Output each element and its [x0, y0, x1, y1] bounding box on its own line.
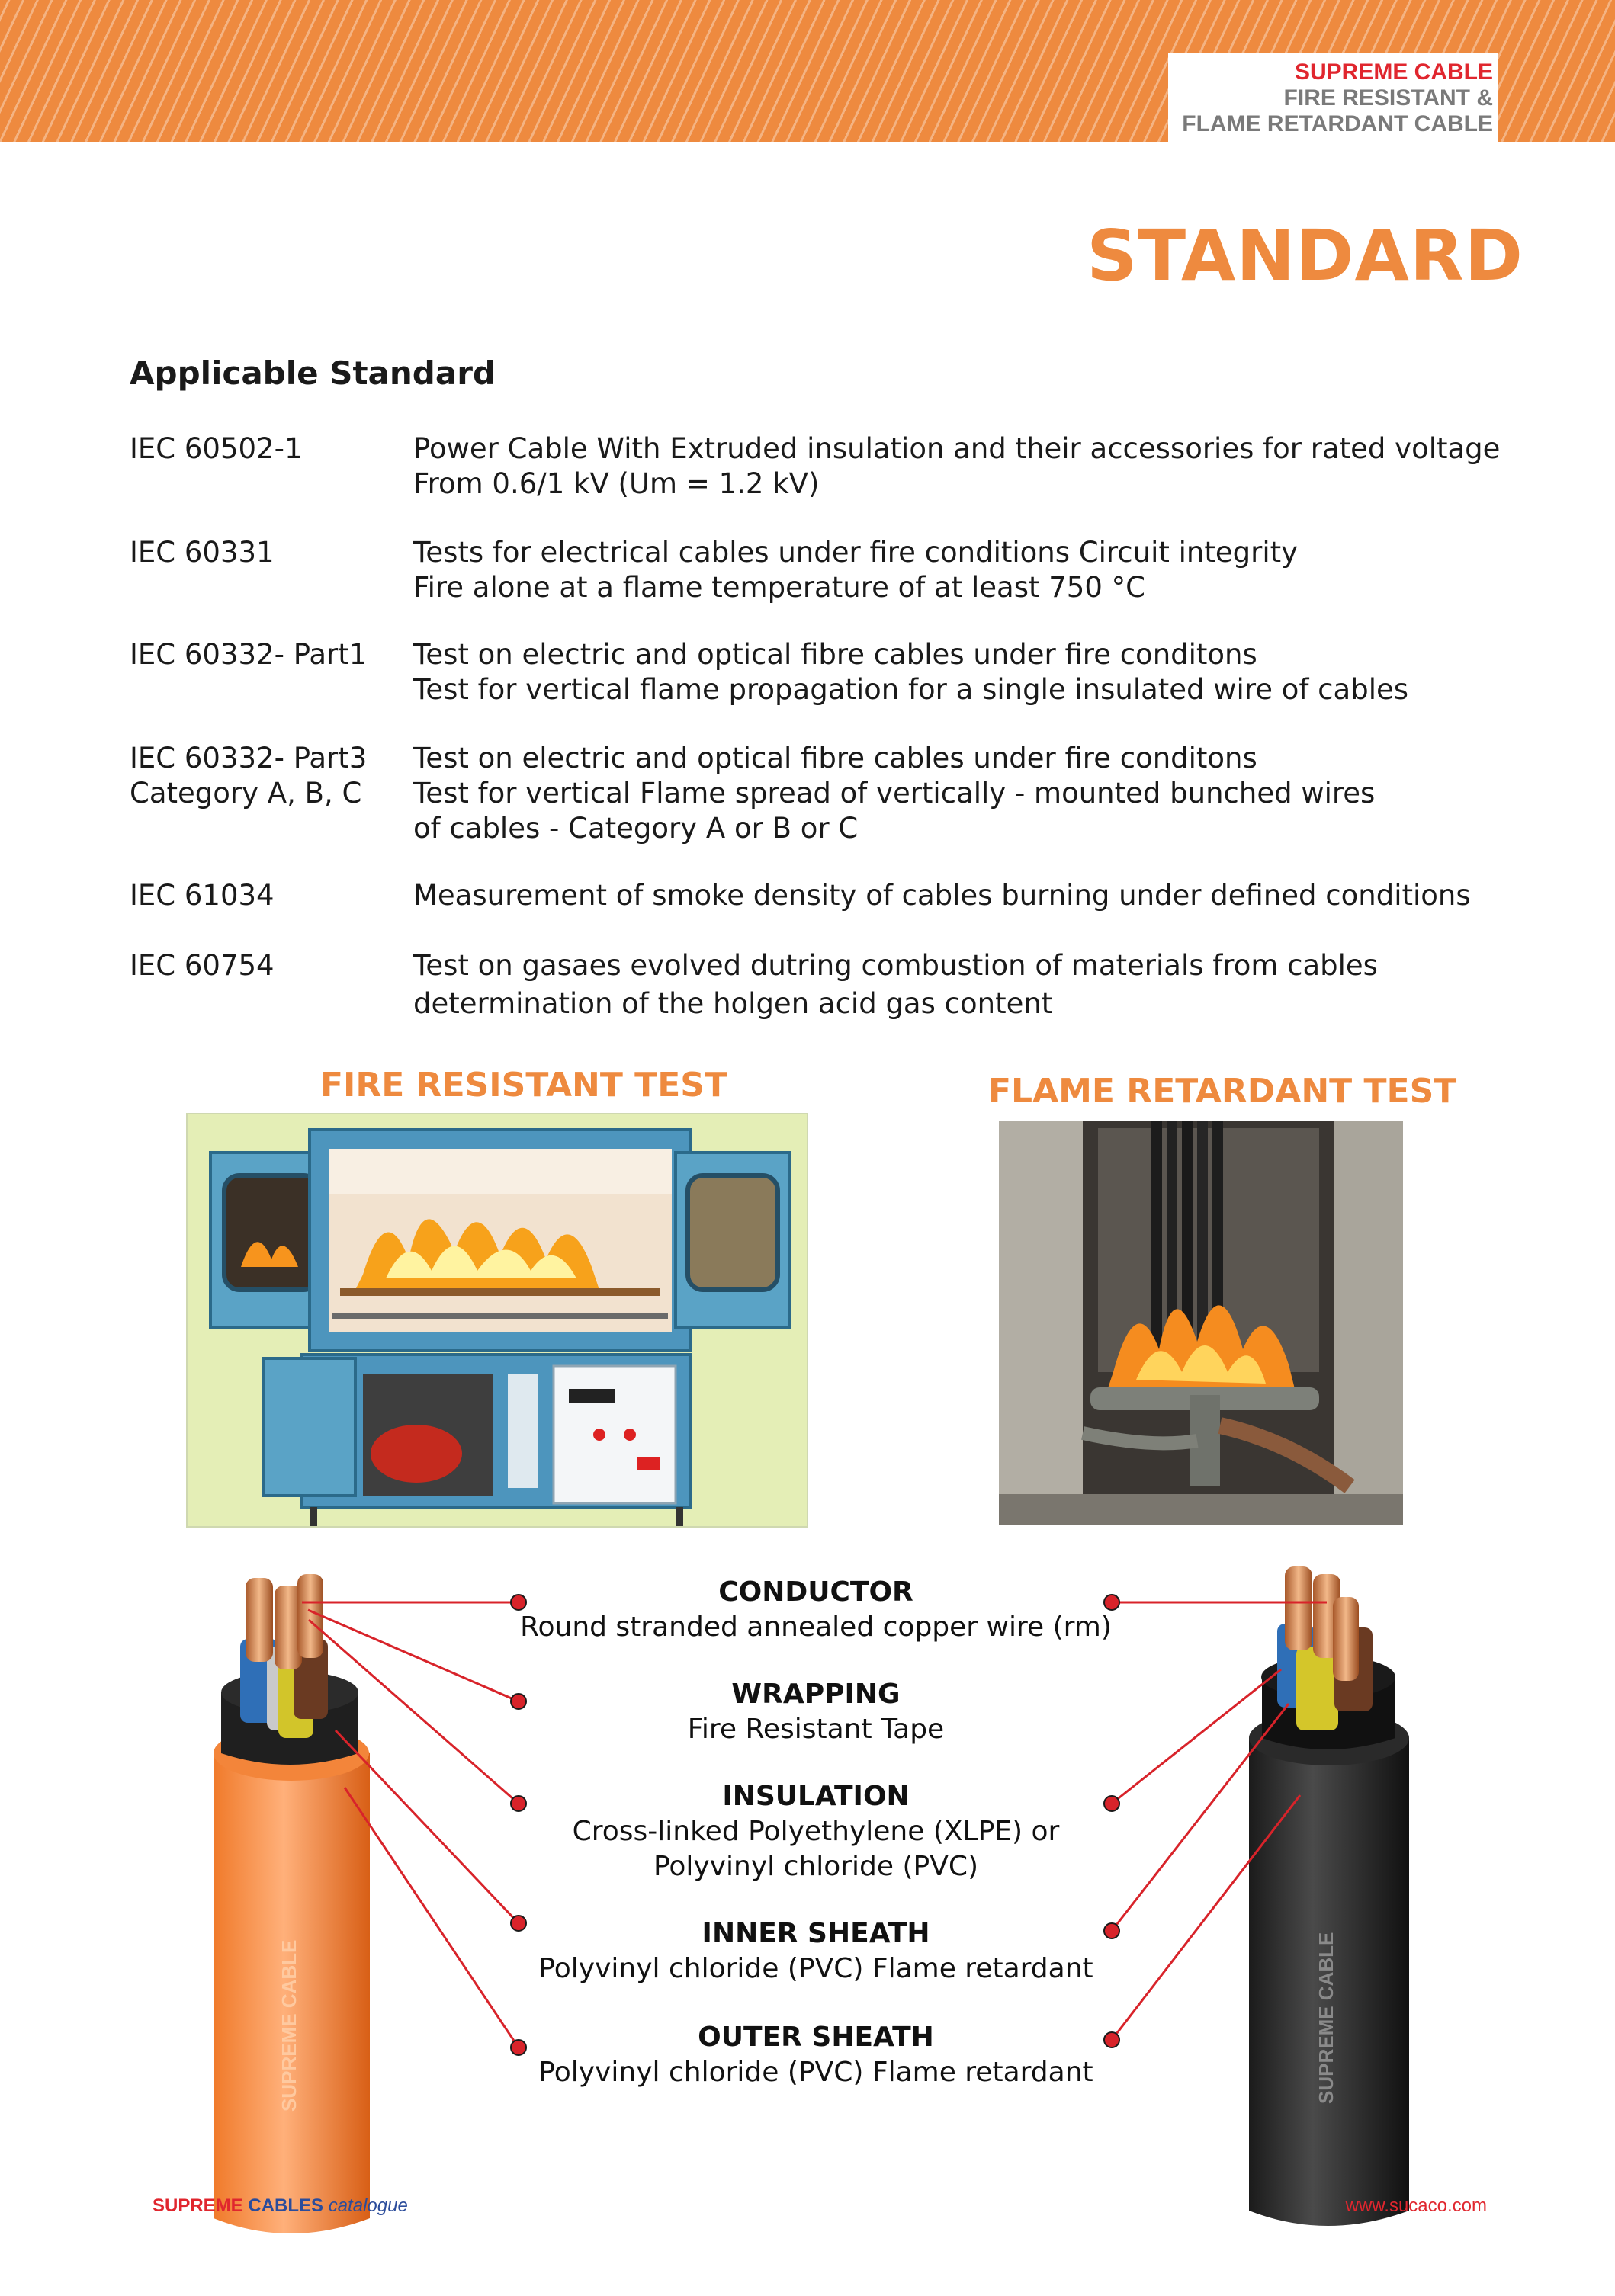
cable-layer-wrapping: WRAPPING Fire Resistant Tape — [687, 1679, 945, 1745]
standard-description: Measurement of smoke density of cables burning under defined conditions — [413, 879, 1471, 912]
standard-description: Test on electric and optical fibre cables under fire conditons Test for vertical flame propagation for a single insulated wire of cables — [413, 638, 1409, 706]
standard-code: IEC 60332- Part1 — [130, 638, 368, 671]
standard-description: Test on electric and optical fibre cables under fire conditons Test for vertical Flame spread of vertically - mounted bunched wires of cables - Category A or B or C — [413, 742, 1376, 845]
standard-code: IEC 60332- Part3 Category A, B, C — [130, 742, 368, 810]
brand-subtitle-line1: FIRE RESISTANT & — [1283, 85, 1493, 111]
cable-layer-inner-sheath: INNER SHEATH Polyvinyl chloride (PVC) Flame retardant — [538, 1918, 1093, 1984]
cable-layer-insulation: INSULATION Cross-linked Polyethylene (XLPE) or Polyvinyl chloride (PVC) — [572, 1781, 1060, 1882]
cable-layer-conductor: CONDUCTOR Round stranded annealed copper wire (rm) — [520, 1576, 1112, 1643]
footer-website-link[interactable]: www.sucaco.com — [1345, 2195, 1487, 2216]
standard-description: Tests for electrical cables under fire conditions Circuit integrity Fire alone at a flame temperature of at least 750 °C — [413, 536, 1299, 604]
orange-cable-print: SUPREME CABLE — [278, 1939, 300, 2112]
footer-catalogue-label: SUPREME CABLES catalogue — [153, 2195, 408, 2216]
flame-retardant-test-title: FLAME RETARDANT TEST — [988, 1072, 1457, 1111]
brand-subtitle-line2: FLAME RETARDANT CABLE — [1182, 111, 1493, 136]
black-cable-print: SUPREME CABLE — [1315, 1932, 1337, 2104]
fire-resistant-test-title: FIRE RESISTANT TEST — [320, 1066, 727, 1105]
page-title: STANDARD — [1087, 215, 1523, 297]
standard-code: IEC 60754 — [130, 949, 275, 982]
section-heading: Applicable Standard — [130, 354, 496, 392]
standard-description: Test on gasaes evolved dutring combustion of materials from cables determination of the holgen acid gas content — [413, 949, 1378, 1020]
standard-code: IEC 60331 — [130, 536, 275, 569]
standard-code: IEC 61034 — [130, 879, 275, 912]
cable-layer-outer-sheath: OUTER SHEATH Polyvinyl chloride (PVC) Flame retardant — [538, 2022, 1093, 2088]
brand-name: SUPREME CABLE — [1294, 59, 1493, 85]
standard-description: Power Cable With Extruded insulation and their accessories for rated voltage From 0.6/1 kV (Um = 1.2 kV) — [413, 432, 1501, 500]
standard-code: IEC 60502-1 — [130, 432, 303, 465]
